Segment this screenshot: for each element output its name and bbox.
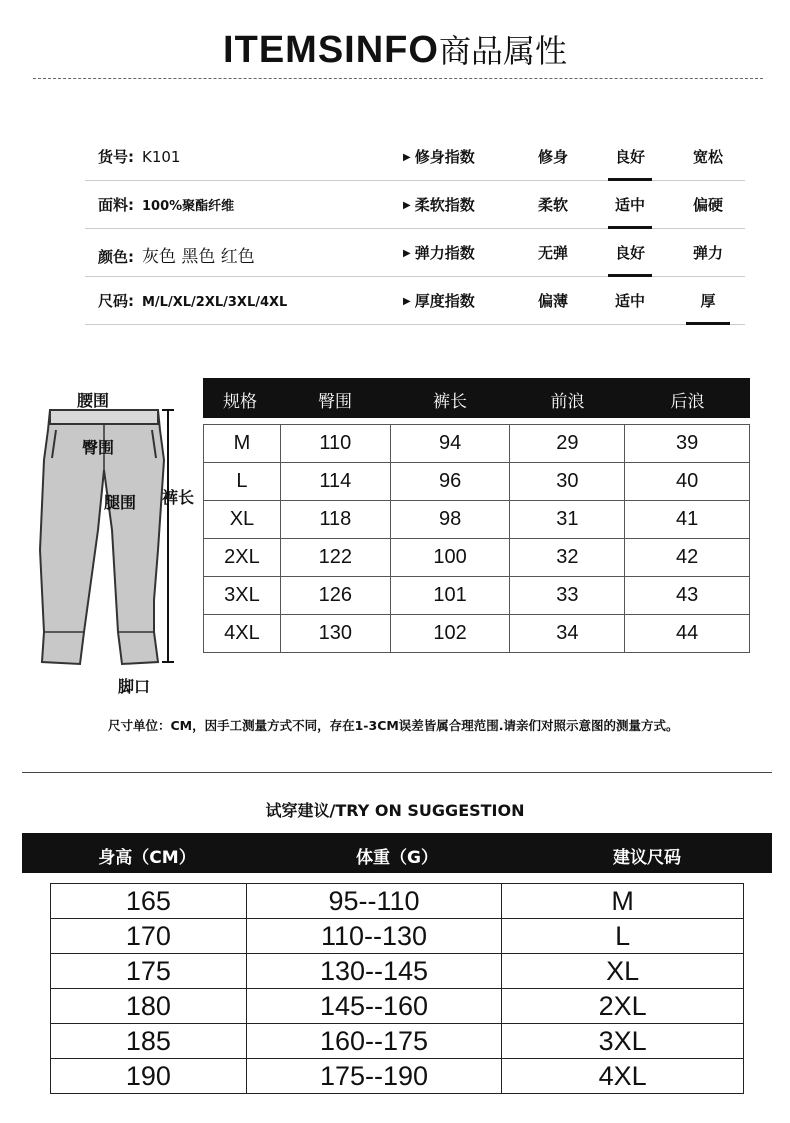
info-item: [98, 290, 287, 311]
table-cell: 4XL: [502, 1059, 744, 1094]
index-option-selected: 良好: [600, 242, 660, 263]
table-row: [51, 884, 744, 919]
table-cell: 40: [625, 463, 750, 501]
table-cell: 110--130: [246, 919, 502, 954]
info-value: 灰色 黑色 红色: [142, 247, 255, 267]
table-cell: 31: [510, 501, 625, 539]
index-label: ▶ 修身指数: [403, 146, 475, 167]
table-cell: 185: [51, 1024, 247, 1059]
table-row: [51, 954, 744, 989]
table-row: [204, 577, 750, 615]
hem-label: 脚口: [118, 677, 151, 696]
info-label: 面料:: [98, 196, 134, 214]
suggestion-header-cell: 建议尺码: [613, 848, 681, 868]
hip-label: 臀围: [82, 438, 115, 457]
table-cell: 3XL: [204, 577, 281, 615]
table-cell: 2XL: [204, 539, 281, 577]
size-header-cell: 后浪: [670, 392, 705, 412]
size-header-cell: 规格: [223, 392, 257, 412]
table-row: [51, 989, 744, 1024]
table-row: [51, 919, 744, 954]
measurement-note: 尺寸单位：CM，因手工测量方式不同，存在1-3CM误差皆属合理范围.请亲们对照示意图的测量方式。: [108, 718, 679, 733]
table-cell: 94: [390, 425, 510, 463]
table-cell: 102: [390, 615, 510, 653]
index-option: 柔软: [537, 196, 568, 214]
index-label: ▶ 弹力指数: [403, 242, 475, 263]
table-cell: 41: [625, 501, 750, 539]
table-cell: L: [204, 463, 281, 501]
size-header-cell: 前浪: [550, 392, 585, 412]
table-cell: XL: [502, 954, 744, 989]
suggestion-table-header: [22, 833, 772, 873]
title-en: ITEMSINFO: [223, 29, 439, 71]
table-cell: 180: [51, 989, 247, 1024]
suggestion-header-cell: 身高（CM）: [98, 848, 196, 868]
info-label: 货号:: [98, 148, 134, 166]
index-label: ▶ 厚度指数: [403, 290, 475, 311]
info-value: K101: [142, 148, 181, 166]
index-option: 偏薄: [537, 292, 568, 310]
table-row: [204, 463, 750, 501]
size-table-header: [203, 378, 750, 418]
divider: [33, 78, 763, 79]
table-row: [51, 1059, 744, 1094]
size-table: [203, 424, 750, 653]
index-option-selected: 厚: [678, 290, 738, 311]
size-header-cell: 臀围: [318, 392, 352, 412]
info-label: 颜色:: [98, 248, 134, 266]
table-cell: 114: [280, 463, 390, 501]
index-label: ▶ 柔软指数: [403, 194, 475, 215]
table-row: [204, 539, 750, 577]
table-cell: 43: [625, 577, 750, 615]
table-cell: 3XL: [502, 1024, 744, 1059]
divider: [22, 772, 772, 773]
table-row: [204, 501, 750, 539]
table-cell: 170: [51, 919, 247, 954]
index-option: 无弹: [537, 244, 568, 262]
table-cell: M: [204, 425, 281, 463]
table-cell: 122: [280, 539, 390, 577]
index-option: 偏硬: [692, 196, 723, 214]
page-title: [0, 28, 790, 73]
thigh-label: 腿围: [104, 493, 137, 512]
info-item: [98, 242, 255, 267]
table-cell: 165: [51, 884, 247, 919]
info-row: [85, 132, 745, 181]
table-row: [204, 615, 750, 653]
index-option: 适中: [614, 292, 645, 310]
table-cell: 130: [280, 615, 390, 653]
index-option: 修身: [537, 148, 568, 166]
table-cell: 96: [390, 463, 510, 501]
suggestion-title: 试穿建议/TRY ON SUGGESTION: [265, 801, 525, 820]
table-cell: 118: [280, 501, 390, 539]
table-cell: 2XL: [502, 989, 744, 1024]
table-cell: 175: [51, 954, 247, 989]
info-value: 100%聚酯纤维: [142, 199, 235, 214]
table-cell: 101: [390, 577, 510, 615]
table-cell: 33: [510, 577, 625, 615]
index-option: 弹力: [692, 244, 723, 262]
table-cell: XL: [204, 501, 281, 539]
table-cell: 29: [510, 425, 625, 463]
table-cell: 110: [280, 425, 390, 463]
table-cell: 98: [390, 501, 510, 539]
suggestion-table: [50, 883, 744, 1094]
info-label: 尺码:: [98, 292, 134, 310]
info-item: [98, 146, 180, 167]
info-row: [85, 276, 745, 325]
table-cell: M: [502, 884, 744, 919]
table-cell: 30: [510, 463, 625, 501]
table-cell: 145--160: [246, 989, 502, 1024]
index-option-selected: 良好: [600, 146, 660, 167]
length-label: 裤长: [162, 488, 195, 507]
info-row: [85, 180, 745, 229]
table-cell: 130--145: [246, 954, 502, 989]
suggestion-header-cell: 体重（G）: [356, 848, 438, 868]
info-item: [98, 194, 234, 215]
table-cell: 126: [280, 577, 390, 615]
table-cell: 32: [510, 539, 625, 577]
table-cell: 100: [390, 539, 510, 577]
table-cell: L: [502, 919, 744, 954]
table-cell: 34: [510, 615, 625, 653]
table-cell: 42: [625, 539, 750, 577]
table-row: [51, 1024, 744, 1059]
table-cell: 190: [51, 1059, 247, 1094]
table-cell: 44: [625, 615, 750, 653]
title-cn: 商品属性: [438, 32, 567, 70]
table-cell: 39: [625, 425, 750, 463]
index-option-selected: 适中: [600, 194, 660, 215]
size-header-cell: 裤长: [433, 392, 467, 412]
table-cell: 160--175: [246, 1024, 502, 1059]
index-option: 宽松: [692, 148, 723, 166]
table-cell: 4XL: [204, 615, 281, 653]
info-value: M/L/XL/2XL/3XL/4XL: [142, 295, 288, 310]
table-cell: 95--110: [246, 884, 502, 919]
table-row: [204, 425, 750, 463]
waist-label: 腰围: [77, 391, 110, 410]
info-row: [85, 228, 745, 277]
table-cell: 175--190: [246, 1059, 502, 1094]
